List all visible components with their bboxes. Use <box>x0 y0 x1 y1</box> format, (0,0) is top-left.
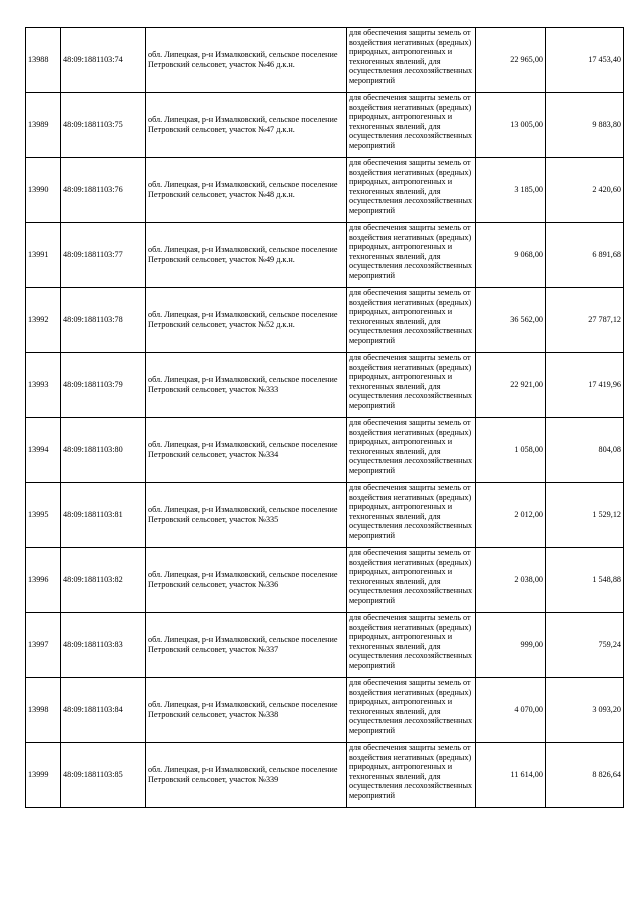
land-registry-table <box>25 27 624 808</box>
cadastral-number: 48:09:1881103:76 <box>61 158 146 223</box>
plot-purpose <box>347 483 476 548</box>
plot-area: 4 070,00 <box>476 678 546 743</box>
plot-purpose <box>347 743 476 808</box>
table-row <box>26 158 624 223</box>
table-row <box>26 483 624 548</box>
plot-purpose <box>347 288 476 353</box>
table-row <box>26 93 624 158</box>
plot-cost: 1 548,88 <box>546 548 624 613</box>
plot-address-text: обл. Липецкая, р-н Измалковский, сельское поселение Петровский сельсовет, участок №335 <box>148 505 338 524</box>
plot-address-text: обл. Липецкая, р-н Измалковский, сельское поселение Петровский сельсовет, участок №49 д.к.н. <box>148 245 338 264</box>
cadastral-number: 48:09:1881103:81 <box>61 483 146 548</box>
table-row <box>26 353 624 418</box>
plot-purpose <box>347 418 476 483</box>
plot-area: 22 965,00 <box>476 28 546 93</box>
cadastral-number: 48:09:1881103:79 <box>61 353 146 418</box>
registry-table-body <box>26 28 624 808</box>
plot-address-text: обл. Липецкая, р-н Измалковский, сельское поселение Петровский сельсовет, участок №48 д.к.н. <box>148 180 338 199</box>
plot-address <box>146 743 347 808</box>
cadastral-number: 48:09:1881103:82 <box>61 548 146 613</box>
plot-cost: 3 093,20 <box>546 678 624 743</box>
plot-address <box>146 548 347 613</box>
plot-address-text: обл. Липецкая, р-н Измалковский, сельское поселение Петровский сельсовет, участок №333 <box>148 375 338 394</box>
plot-area: 1 058,00 <box>476 418 546 483</box>
row-number: 13989 <box>26 93 61 158</box>
plot-address-text: обл. Липецкая, р-н Измалковский, сельское поселение Петровский сельсовет, участок №52 д.к.н. <box>148 310 338 329</box>
plot-purpose-text: для обеспечения защиты земель от воздействия негативных (вредных) природных, антропогенных и техногенных явлений, для осуществления лесохозяйственных мероприятий <box>349 743 473 800</box>
plot-purpose-text: для обеспечения защиты земель от воздействия негативных (вредных) природных, антропогенных и техногенных явлений, для осуществления лесохозяйственных мероприятий <box>349 613 473 670</box>
row-number: 13998 <box>26 678 61 743</box>
plot-cost: 2 420,60 <box>546 158 624 223</box>
row-number: 13988 <box>26 28 61 93</box>
cadastral-number: 48:09:1881103:83 <box>61 613 146 678</box>
plot-address-text: обл. Липецкая, р-н Измалковский, сельское поселение Петровский сельсовет, участок №334 <box>148 440 338 459</box>
table-row <box>26 548 624 613</box>
plot-address-text: обл. Липецкая, р-н Измалковский, сельское поселение Петровский сельсовет, участок №47 д.к.н. <box>148 115 338 134</box>
plot-address-text: обл. Липецкая, р-н Измалковский, сельское поселение Петровский сельсовет, участок №336 <box>148 570 338 589</box>
plot-cost: 17 453,40 <box>546 28 624 93</box>
row-number: 13990 <box>26 158 61 223</box>
cadastral-number: 48:09:1881103:77 <box>61 223 146 288</box>
row-number: 13993 <box>26 353 61 418</box>
plot-area: 11 614,00 <box>476 743 546 808</box>
plot-purpose-text: для обеспечения защиты земель от воздействия негативных (вредных) природных, антропогенных и техногенных явлений, для осуществления лесохозяйственных мероприятий <box>349 548 473 605</box>
row-number: 13991 <box>26 223 61 288</box>
plot-address <box>146 483 347 548</box>
plot-area: 3 185,00 <box>476 158 546 223</box>
plot-purpose <box>347 158 476 223</box>
plot-address-text: обл. Липецкая, р-н Измалковский, сельское поселение Петровский сельсовет, участок №338 <box>148 700 338 719</box>
table-row <box>26 288 624 353</box>
plot-address <box>146 158 347 223</box>
row-number: 13994 <box>26 418 61 483</box>
cadastral-number: 48:09:1881103:78 <box>61 288 146 353</box>
plot-address <box>146 418 347 483</box>
table-row <box>26 28 624 93</box>
plot-purpose <box>347 223 476 288</box>
plot-area: 2 012,00 <box>476 483 546 548</box>
plot-cost: 8 826,64 <box>546 743 624 808</box>
table-row <box>26 678 624 743</box>
table-row <box>26 743 624 808</box>
cadastral-number: 48:09:1881103:84 <box>61 678 146 743</box>
plot-purpose-text: для обеспечения защиты земель от воздействия негативных (вредных) природных, антропогенных и техногенных явлений, для осуществления лесохозяйственных мероприятий <box>349 93 473 150</box>
plot-cost: 6 891,68 <box>546 223 624 288</box>
plot-cost: 1 529,12 <box>546 483 624 548</box>
plot-purpose <box>347 678 476 743</box>
plot-address-text: обл. Липецкая, р-н Измалковский, сельское поселение Петровский сельсовет, участок №46 д.к.н. <box>148 50 338 69</box>
plot-cost: 17 419,96 <box>546 353 624 418</box>
plot-purpose <box>347 613 476 678</box>
row-number: 13999 <box>26 743 61 808</box>
cadastral-number: 48:09:1881103:85 <box>61 743 146 808</box>
cadastral-number: 48:09:1881103:74 <box>61 28 146 93</box>
cadastral-number: 48:09:1881103:80 <box>61 418 146 483</box>
plot-purpose <box>347 353 476 418</box>
plot-purpose-text: для обеспечения защиты земель от воздействия негативных (вредных) природных, антропогенных и техногенных явлений, для осуществления лесохозяйственных мероприятий <box>349 223 473 280</box>
plot-purpose-text: для обеспечения защиты земель от воздействия негативных (вредных) природных, антропогенных и техногенных явлений, для осуществления лесохозяйственных мероприятий <box>349 288 473 345</box>
row-number: 13992 <box>26 288 61 353</box>
row-number: 13996 <box>26 548 61 613</box>
plot-cost: 9 883,80 <box>546 93 624 158</box>
plot-area: 2 038,00 <box>476 548 546 613</box>
plot-area: 9 068,00 <box>476 223 546 288</box>
table-row <box>26 613 624 678</box>
plot-purpose-text: для обеспечения защиты земель от воздействия негативных (вредных) природных, антропогенных и техногенных явлений, для осуществления лесохозяйственных мероприятий <box>349 418 473 475</box>
plot-address <box>146 678 347 743</box>
row-number: 13995 <box>26 483 61 548</box>
plot-address <box>146 28 347 93</box>
plot-area: 36 562,00 <box>476 288 546 353</box>
plot-address <box>146 353 347 418</box>
plot-purpose-text: для обеспечения защиты земель от воздействия негативных (вредных) природных, антропогенных и техногенных явлений, для осуществления лесохозяйственных мероприятий <box>349 158 473 215</box>
table-row <box>26 223 624 288</box>
plot-area: 999,00 <box>476 613 546 678</box>
cadastral-number: 48:09:1881103:75 <box>61 93 146 158</box>
plot-address-text: обл. Липецкая, р-н Измалковский, сельское поселение Петровский сельсовет, участок №339 <box>148 765 338 784</box>
plot-purpose-text: для обеспечения защиты земель от воздействия негативных (вредных) природных, антропогенных и техногенных явлений, для осуществления лесохозяйственных мероприятий <box>349 678 473 735</box>
plot-cost: 759,24 <box>546 613 624 678</box>
plot-address-text: обл. Липецкая, р-н Измалковский, сельское поселение Петровский сельсовет, участок №337 <box>148 635 338 654</box>
plot-address <box>146 223 347 288</box>
row-number: 13997 <box>26 613 61 678</box>
plot-purpose-text: для обеспечения защиты земель от воздействия негативных (вредных) природных, антропогенных и техногенных явлений, для осуществления лесохозяйственных мероприятий <box>349 483 473 540</box>
plot-cost: 804,08 <box>546 418 624 483</box>
plot-address <box>146 93 347 158</box>
plot-area: 13 005,00 <box>476 93 546 158</box>
plot-cost: 27 787,12 <box>546 288 624 353</box>
plot-purpose <box>347 93 476 158</box>
plot-purpose <box>347 28 476 93</box>
table-row <box>26 418 624 483</box>
plot-purpose <box>347 548 476 613</box>
plot-purpose-text: для обеспечения защиты земель от воздействия негативных (вредных) природных, антропогенных и техногенных явлений, для осуществления лесохозяйственных мероприятий <box>349 353 473 410</box>
plot-address <box>146 288 347 353</box>
plot-purpose-text: для обеспечения защиты земель от воздействия негативных (вредных) природных, антропогенных и техногенных явлений, для осуществления лесохозяйственных мероприятий <box>349 28 473 85</box>
plot-address <box>146 613 347 678</box>
plot-area: 22 921,00 <box>476 353 546 418</box>
